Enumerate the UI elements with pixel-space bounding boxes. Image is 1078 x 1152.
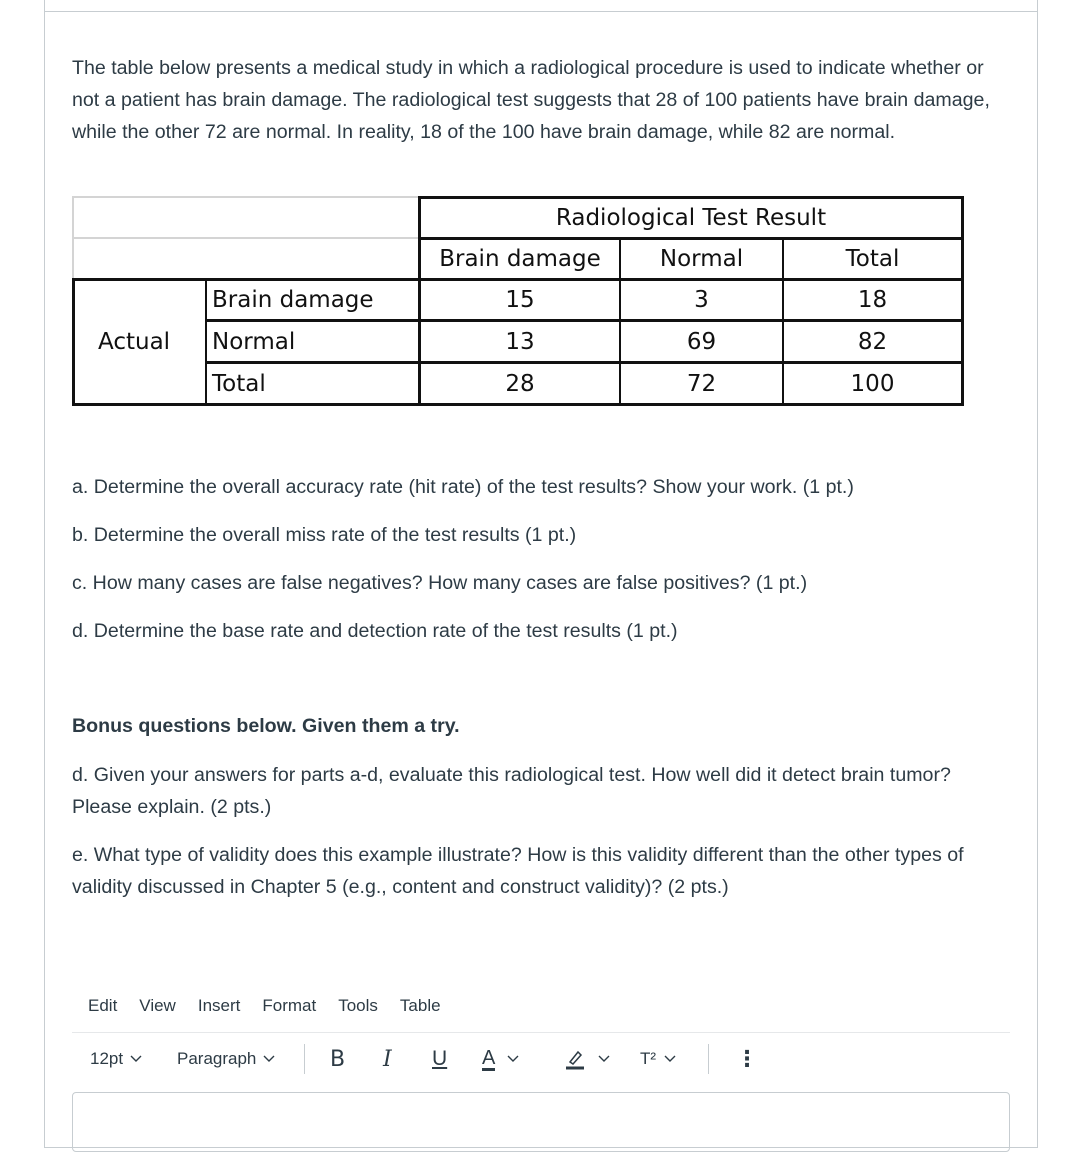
- question-intro: The table below presents a medical study in which a radiological procedure is used to indicate whether or not a patient has brain damage. The radiological test suggests that 28 of 100 patients have brain damage, while the other 72 are normal. In reality, 18 of the 100 have brain damage, while 82 are normal.: [72, 57, 990, 143]
- bold-button[interactable]: B: [330, 1046, 346, 1072]
- editor-divider: [72, 1032, 1010, 1033]
- superscript-button[interactable]: [640, 1040, 676, 1078]
- menu-insert[interactable]: Insert: [197, 996, 241, 1015]
- chevron-down-icon: [598, 1055, 610, 1063]
- chevron-down-icon: [263, 1055, 275, 1063]
- table-cell: 18: [857, 287, 888, 313]
- highlighter-icon: [564, 1048, 586, 1070]
- menu-tools[interactable]: Tools: [338, 996, 378, 1015]
- toolbar-separator: [304, 1044, 305, 1074]
- more-options-icon[interactable]: ⋮: [736, 1046, 758, 1071]
- question-part-b: b. Determine the overall miss rate of the test results (1 pt.): [72, 524, 577, 546]
- editor-toolbar: [72, 1040, 1010, 1078]
- toolbar-separator: [708, 1044, 709, 1074]
- underline-button[interactable]: U: [432, 1047, 448, 1070]
- table-cell: 69: [686, 328, 717, 355]
- chevron-down-icon: [664, 1055, 676, 1063]
- menu-table[interactable]: Table: [399, 996, 441, 1015]
- bonus-question-e: e. What type of validity does this example illustrate? How is this validity different than the other types of validity discussed in Chapter 5 (e.g., content and construct validity)? (2 pts.): [72, 844, 964, 898]
- menu-edit[interactable]: Edit: [88, 996, 118, 1015]
- question-part-a: a. Determine the overall accuracy rate (hit rate) of the test results? Show your work. (1 pt.): [72, 476, 854, 498]
- menu-view[interactable]: View: [139, 996, 176, 1015]
- chevron-down-icon: [507, 1055, 519, 1063]
- row-group-label-actual: Actual: [98, 328, 171, 355]
- question-part-d: d. Determine the base rate and detection rate of the test results (1 pt.): [72, 620, 678, 642]
- block-format-select[interactable]: [177, 1040, 275, 1078]
- column-header-brain-damage: Brain damage: [439, 246, 601, 272]
- italic-button[interactable]: I: [383, 1046, 392, 1072]
- row-label-total: Total: [212, 370, 266, 397]
- contingency-table: [72, 196, 964, 406]
- table-cell: 13: [505, 328, 535, 355]
- chevron-down-icon: [130, 1055, 142, 1063]
- row-label-brain-damage: Brain damage: [212, 287, 374, 313]
- table-cell: 15: [505, 287, 535, 313]
- superscript-icon: T²: [640, 1049, 657, 1068]
- row-label-normal: Normal: [212, 328, 296, 355]
- table-cell: 82: [857, 328, 888, 355]
- table-cell: 100: [850, 370, 895, 397]
- menu-format[interactable]: Format: [262, 996, 317, 1015]
- table-cell: 28: [505, 370, 535, 397]
- table-cell: 72: [686, 370, 717, 397]
- editor-menubar: [88, 996, 463, 1016]
- bonus-question-d: d. Given your answers for parts a-d, evaluate this radiological test. How well did it detect brain tumor? Please explain. (2 pts.): [72, 764, 951, 818]
- top-border: [44, 0, 1038, 12]
- question-part-c: c. How many cases are false negatives? How many cases are false positives? (1 pt.): [72, 572, 808, 594]
- answer-text-area[interactable]: [72, 1092, 1010, 1152]
- block-format-value: Paragraph: [177, 1049, 257, 1068]
- column-header-normal: Normal: [659, 246, 744, 272]
- text-color-icon: A: [482, 1046, 496, 1069]
- highlight-color-button[interactable]: [564, 1040, 610, 1078]
- bonus-heading: Bonus questions below. Given them a try.: [72, 715, 460, 737]
- text-color-button[interactable]: [482, 1040, 519, 1078]
- font-size-select[interactable]: [90, 1040, 142, 1078]
- table-cell: 3: [694, 287, 709, 313]
- table-header-title: Radiological Test Result: [555, 205, 827, 231]
- font-size-value: 12pt: [90, 1049, 124, 1068]
- column-header-total: Total: [845, 246, 900, 272]
